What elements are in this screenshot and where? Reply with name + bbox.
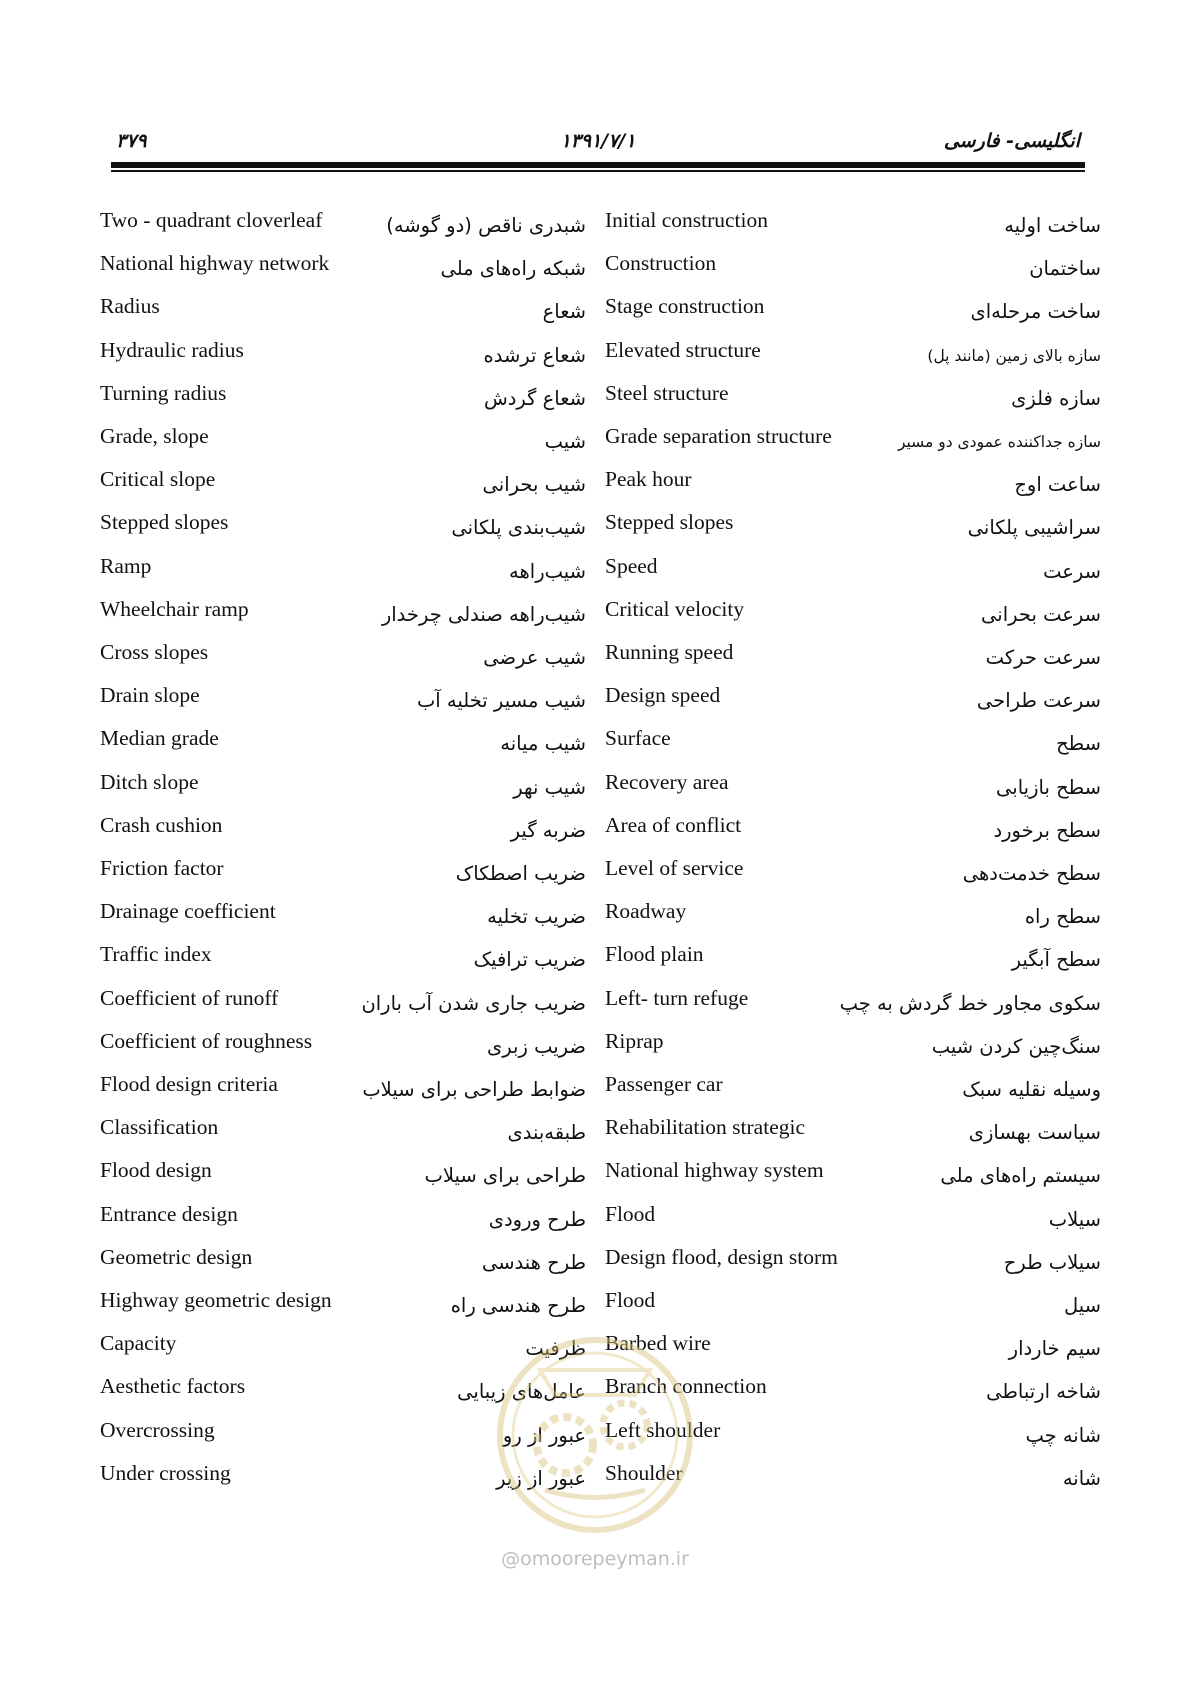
persian-term-left: عبور از زیر [496,1466,586,1490]
persian-term-left: ظرفیت [525,1337,586,1361]
persian-term-left: طرح ورودی [488,1207,586,1231]
persian-term-left: طبقه‌بندی [507,1121,586,1145]
persian-term-right: سیل [1064,1294,1101,1317]
persian-term-right: سکوی مجاور خط گردش به چپ [839,991,1101,1015]
table-row [0,1242,1190,1285]
english-term-left: Geometric design [100,1244,253,1269]
english-term-right: Area of conflict [605,812,742,837]
table-row [0,1112,1190,1155]
english-term-right: Stage construction [605,294,765,319]
english-term-right: Surface [605,726,671,751]
persian-term-left: شیب میانه [500,732,586,756]
persian-term-left: شعاع ترشده [483,343,586,367]
english-term-left: Entrance design [100,1201,238,1226]
english-term-right: Passenger car [605,1072,723,1096]
table-row [0,1026,1190,1069]
watermark-text: @omoorepeyman.ir [501,1548,689,1570]
english-term-left: Traffic index [100,942,212,967]
persian-term-left: شیب مسیر تخلیه آب [416,689,586,713]
persian-term-right: ساخت اولیه [1004,214,1101,237]
english-term-right: Shoulder [605,1460,683,1485]
persian-term-left: عبور از رو [502,1423,586,1447]
table-row [0,421,1190,464]
english-term-left: Grade, slope [100,424,209,448]
english-term-left: Two - quadrant cloverleaf [100,208,323,232]
persian-term-right: سیم خاردار [1008,1337,1101,1361]
english-term-right: Critical velocity [605,596,745,621]
table-row [0,1155,1190,1198]
persian-term-left: شبدری ناقص (دو گوشه) [386,214,586,237]
english-term-left: Drainage coefficient [100,899,276,924]
english-term-left: Stepped slopes [100,510,229,535]
english-term-left: Highway geometric design [100,1288,332,1312]
english-term-left: Cross slopes [100,640,209,664]
table-row [0,680,1190,723]
english-term-right: Flood plain [605,942,704,967]
english-term-right: Construction [605,251,717,276]
persian-term-right: سیلاب طرح [1003,1250,1101,1274]
english-term-right: National highway system [605,1158,824,1183]
watermark-seal-icon [485,1300,705,1560]
english-term-right: Running speed [605,640,734,664]
persian-term-right: سیستم راه‌های ملی [940,1164,1101,1188]
table-row [0,507,1190,550]
persian-term-left: طرح هندسی راه [450,1294,586,1317]
english-term-left: Flood design criteria [100,1072,278,1096]
english-term-left: Classification [100,1115,219,1140]
persian-term-right: سطح آبگیر [1011,948,1101,972]
english-term-right: Roadway [605,899,687,924]
english-term-right: Branch connection [605,1374,767,1399]
persian-term-right: سرعت بحرانی [981,602,1101,626]
english-term-right: Design flood, design storm [605,1244,838,1269]
english-term-right: Left shoulder [605,1417,721,1442]
table-row [0,464,1190,507]
english-term-left: Ramp [100,553,152,578]
table-row [0,767,1190,810]
persian-term-left: شیب نهر [513,775,586,799]
persian-term-left: شیب‌بندی پلکانی [451,516,586,540]
english-term-left: Crash cushion [100,812,223,837]
persian-term-right: شاخه ارتباطی [986,1380,1101,1404]
english-term-left: Coefficient of roughness [100,1028,313,1053]
page-number: ۳۷۹ [116,130,147,152]
english-term-left: Turning radius [100,380,227,405]
persian-term-right: سطح [1056,732,1101,756]
english-term-left: Capacity [100,1331,177,1356]
page-header [111,128,1085,158]
table-row [0,723,1190,766]
header-rule-thin [111,170,1085,172]
english-term-left: Aesthetic factors [100,1374,246,1399]
persian-term-right: ساختمان [1029,257,1101,281]
persian-term-right: سیلاب [1048,1207,1101,1231]
persian-term-right: شانه [1062,1466,1101,1490]
english-term-left: National highway network [100,251,330,276]
persian-term-left: شعاع [542,300,586,324]
persian-term-left: شیب بحرانی [482,473,586,497]
english-term-right: Riprap [605,1028,664,1053]
english-term-right: Elevated structure [605,337,761,362]
english-term-left: Friction factor [100,856,224,880]
persian-term-left: شبکه راه‌های ملی [440,257,586,281]
english-term-right: Initial construction [605,208,769,232]
persian-term-right: سراشیبی پلکانی [967,516,1101,540]
table-row [0,378,1190,421]
persian-term-right: سرعت حرکت [985,646,1101,669]
persian-term-left: ضوابط طراحی برای سیلاب [362,1078,586,1101]
persian-term-left: ضریب زبری [487,1034,586,1058]
english-term-right: Flood [605,1288,656,1312]
table-row [0,810,1190,853]
english-term-right: Speed [605,553,658,578]
header-section-title: انگلیسی- فارسی [943,130,1080,152]
persian-term-right: وسیله نقلیه سبک [962,1078,1101,1101]
persian-term-left: شیب‌راهه [509,559,586,583]
english-term-left: Drain slope [100,683,200,708]
persian-term-right: سطح راه [1024,905,1101,929]
persian-term-right: شانه چپ [1025,1423,1101,1447]
table-row [0,335,1190,378]
persian-term-right: سرعت طراحی [976,689,1101,713]
english-term-left: Flood design [100,1158,212,1183]
english-term-left: Radius [100,294,160,319]
persian-term-left: شیب [544,430,586,453]
persian-term-left: طراحی برای سیلاب [424,1164,586,1188]
table-row [0,637,1190,680]
english-term-right: Rehabilitation strategic [605,1115,806,1140]
persian-term-right: سطح برخورد [993,818,1101,842]
english-term-left: Median grade [100,726,219,751]
header-rule-thick [111,162,1085,168]
persian-term-left: ضریب ترافیک [473,948,586,972]
persian-term-right: سرعت [1043,559,1101,583]
persian-term-left: شعاع گردش [483,386,586,410]
persian-term-left: ضربه گیر [510,818,586,842]
english-term-right: Grade separation structure [605,424,832,448]
persian-term-left: ضریب تخلیه [487,905,586,929]
persian-term-right: سازه فلزی [1011,386,1101,410]
english-term-right: Design speed [605,683,721,708]
persian-term-left: ضریب اصطکاک [455,862,586,885]
persian-term-right: سازه جداکننده عمودی دو مسیر [897,433,1101,451]
persian-term-left: شیب عرضی [483,646,586,669]
header-date: ۱۳۹۱/۷/۱ [560,130,636,152]
persian-term-left: طرح هندسی [481,1250,586,1274]
table-row [0,205,1190,248]
english-term-left: Coefficient of runoff [100,985,279,1010]
persian-term-right: سنگ‌چین کردن شیب [931,1034,1101,1058]
table-row [0,291,1190,334]
table-row [0,551,1190,594]
persian-term-right: سازه بالای زمین (مانند پل) [927,346,1101,365]
table-row [0,983,1190,1026]
table-row [0,1069,1190,1112]
english-term-right: Left- turn refuge [605,985,749,1010]
english-term-right: Stepped slopes [605,510,734,535]
english-term-left: Ditch slope [100,769,199,794]
persian-term-right: سطح بازیابی [996,775,1101,799]
english-term-right: Flood [605,1201,656,1226]
table-row [0,1199,1190,1242]
english-term-right: Steel structure [605,380,729,405]
english-term-left: Under crossing [100,1460,231,1485]
english-term-left: Critical slope [100,467,216,492]
english-term-right: Barbed wire [605,1331,711,1356]
english-term-right: Recovery area [605,769,729,794]
persian-term-right: سطح خدمت‌دهی [962,862,1101,885]
english-term-left: Hydraulic radius [100,337,244,362]
persian-term-right: ساخت مرحله‌ای [970,300,1101,324]
table-row [0,939,1190,982]
persian-term-right: ساعت اوج [1014,473,1101,497]
persian-term-left: شیب‌راهه صندلی چرخدار [381,602,586,626]
table-row [0,248,1190,291]
table-row [0,594,1190,637]
english-term-left: Overcrossing [100,1417,215,1442]
table-row [0,896,1190,939]
english-term-right: Peak hour [605,467,692,492]
persian-term-left: عامل‌های زیبایی [457,1380,586,1404]
persian-term-left: ضریب جاری شدن آب باران [361,991,586,1015]
table-row [0,853,1190,896]
persian-term-right: سیاست بهسازی [968,1121,1101,1145]
english-term-left: Wheelchair ramp [100,596,249,621]
english-term-right: Level of service [605,856,744,880]
